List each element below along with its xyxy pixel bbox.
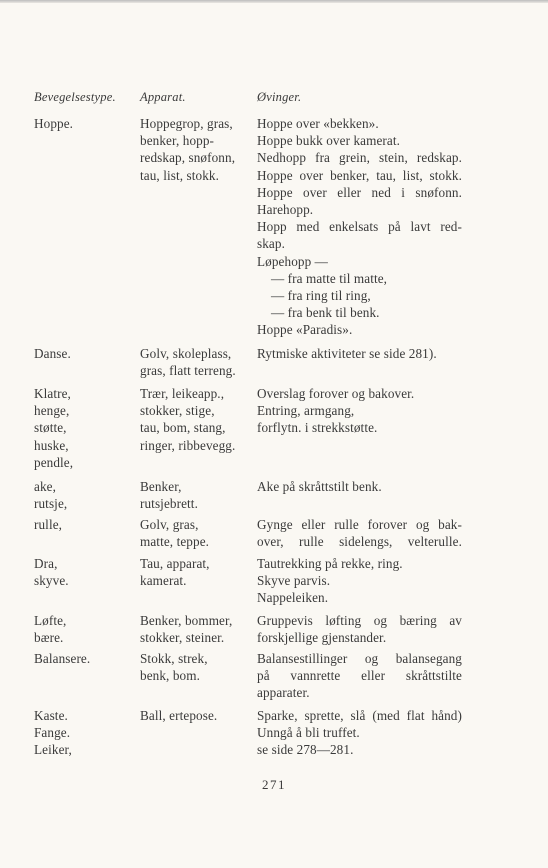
apparatus-line: Hoppegrop, gras, — [140, 116, 233, 131]
apparatus-line: Trær, leikeapp., — [140, 386, 225, 401]
apparatus-line: benker, hopp- — [140, 133, 215, 149]
header-movement-type: Bevegelsestype. — [34, 90, 116, 104]
row-5-exercises — [257, 516, 462, 550]
apparatus-line: Stokk, strek, — [140, 651, 208, 666]
type-line: pendle, — [34, 454, 74, 470]
row-6-exercises — [257, 555, 462, 607]
type-line: huske, — [34, 437, 69, 453]
row-1-apparatus — [140, 115, 255, 184]
exercises-line: forflytn. i strekkstøtte. — [257, 420, 378, 436]
row-1-type — [34, 115, 134, 132]
apparatus-line: ringer, ribbevegg. — [140, 437, 236, 453]
apparatus-line: kamerat. — [140, 573, 187, 589]
exercises-line: Rytmiske aktiviteter se side 281). — [257, 346, 437, 361]
row-1-exercises — [257, 115, 462, 339]
row-7-exercises — [257, 612, 462, 646]
row-4-type — [34, 478, 134, 512]
type-line: Klatre, — [34, 386, 71, 401]
type-line: Danse. — [34, 346, 71, 361]
type-line: Dra, — [34, 556, 58, 571]
apparatus-line: Golv, gras, — [140, 517, 199, 532]
apparatus-line: stokker, steiner. — [140, 630, 225, 646]
exercises-line: — fra ring til ring, — [271, 288, 371, 304]
exercises-line: Sparke, sprette, slå (med flat hånd) — [257, 708, 462, 723]
exercises-line: skap. — [257, 236, 285, 252]
row-6-apparatus — [140, 555, 255, 589]
apparatus-line: Tau, apparat, — [140, 556, 210, 571]
type-line: ake, — [34, 479, 56, 494]
exercises-line: Hoppe over benker, tau, list, stokk. — [257, 167, 462, 183]
type-line: bære. — [34, 630, 64, 646]
apparatus-line: tau, list, stokk. — [140, 167, 219, 183]
apparatus-line: tau, bom, stang, — [140, 420, 226, 436]
header-apparatus: Apparat. — [140, 90, 186, 104]
exercises-line: Gynge eller rulle forover og bak- — [257, 517, 462, 532]
exercises-line: se side 278—281. — [257, 742, 354, 758]
exercises-line: Hoppe bukk over kamerat. — [257, 133, 401, 149]
exercises-line: Nedhopp fra grein, stein, redskap. — [257, 150, 462, 166]
exercises-line: Tautrekking på rekke, ring. — [257, 556, 403, 571]
type-line: Hoppe. — [34, 116, 74, 131]
apparatus-line: matte, teppe. — [140, 534, 210, 550]
type-line: rutsje, — [34, 496, 68, 512]
exercises-line: Hoppe over «bekken». — [257, 116, 379, 131]
row-9-apparatus — [140, 707, 255, 724]
type-line: Kaste. — [34, 708, 68, 723]
type-line: henge, — [34, 403, 70, 419]
row-8-apparatus — [140, 650, 255, 684]
exercises-line: Balansestillinger og balansegang — [257, 651, 462, 666]
exercises-line: Ake på skråttstilt benk. — [257, 479, 382, 494]
row-5-type — [34, 516, 134, 533]
type-line: Leiker, — [34, 742, 72, 758]
row-5-apparatus — [140, 516, 255, 550]
header-exercises: Øvinger. — [257, 90, 302, 104]
apparatus-line: Ball, ertepose. — [140, 708, 218, 723]
type-line: skyve. — [34, 573, 69, 589]
exercises-line: over, rulle sidelengs, velterulle. — [257, 534, 462, 550]
exercises-line: — fra matte til matte, — [271, 270, 388, 286]
exercises-line: — fra benk til benk. — [271, 305, 380, 321]
apparatus-line: Golv, skoleplass, — [140, 346, 232, 361]
exercises-line: Løpehopp — — [257, 253, 328, 269]
apparatus-line: rutsjebrett. — [140, 496, 198, 512]
exercises-line: Overslag forover og bakover. — [257, 386, 415, 401]
row-8-exercises — [257, 650, 462, 702]
exercises-line: Unngå å bli truffet. — [257, 725, 360, 741]
exercises-line: Hopp med enkelsats på lavt red- — [257, 219, 462, 235]
exercises-line: Harehopp. — [257, 202, 314, 218]
row-7-apparatus — [140, 612, 255, 646]
row-9-type — [34, 707, 134, 759]
row-3-type — [34, 385, 134, 471]
apparatus-line: stokker, stige, — [140, 403, 215, 419]
apparatus-line: gras, flatt terreng. — [140, 363, 236, 379]
row-4-exercises — [257, 478, 462, 495]
row-6-type — [34, 555, 134, 589]
apparatus-line: benk, bom. — [140, 668, 200, 684]
exercises-line: på vannrette eller skråttstilte — [257, 668, 462, 684]
row-9-exercises — [257, 707, 462, 759]
exercises-line: apparater. — [257, 685, 310, 701]
exercises-line: Skyve parvis. — [257, 573, 331, 589]
row-8-type — [34, 650, 134, 667]
row-4-apparatus — [140, 478, 255, 512]
row-2-exercises — [257, 345, 462, 362]
page-number: 271 — [262, 777, 286, 792]
type-line: Balansere. — [34, 651, 91, 666]
apparatus-line: Benker, — [140, 479, 182, 494]
type-line: støtte, — [34, 420, 67, 436]
exercises-line: Gruppevis løfting og bæring av — [257, 613, 462, 628]
type-line: Løfte, — [34, 613, 67, 628]
row-7-type — [34, 612, 134, 646]
exercises-line: Nappeleiken. — [257, 590, 329, 606]
exercises-line: forskjellige gjenstander. — [257, 630, 387, 646]
apparatus-line: Benker, bommer, — [140, 613, 233, 628]
type-line: Fange. — [34, 725, 71, 741]
row-2-apparatus — [140, 345, 255, 379]
apparatus-line: redskap, snøfonn, — [140, 150, 236, 166]
exercises-line: Hoppe over eller ned i snøfonn. — [257, 184, 462, 200]
row-3-exercises — [257, 385, 462, 437]
exercises-line: Entring, armgang, — [257, 403, 355, 419]
row-3-apparatus — [140, 385, 255, 454]
row-2-type — [34, 345, 134, 362]
type-line: rulle, — [34, 517, 63, 532]
exercises-line: Hoppe «Paradis». — [257, 322, 353, 338]
